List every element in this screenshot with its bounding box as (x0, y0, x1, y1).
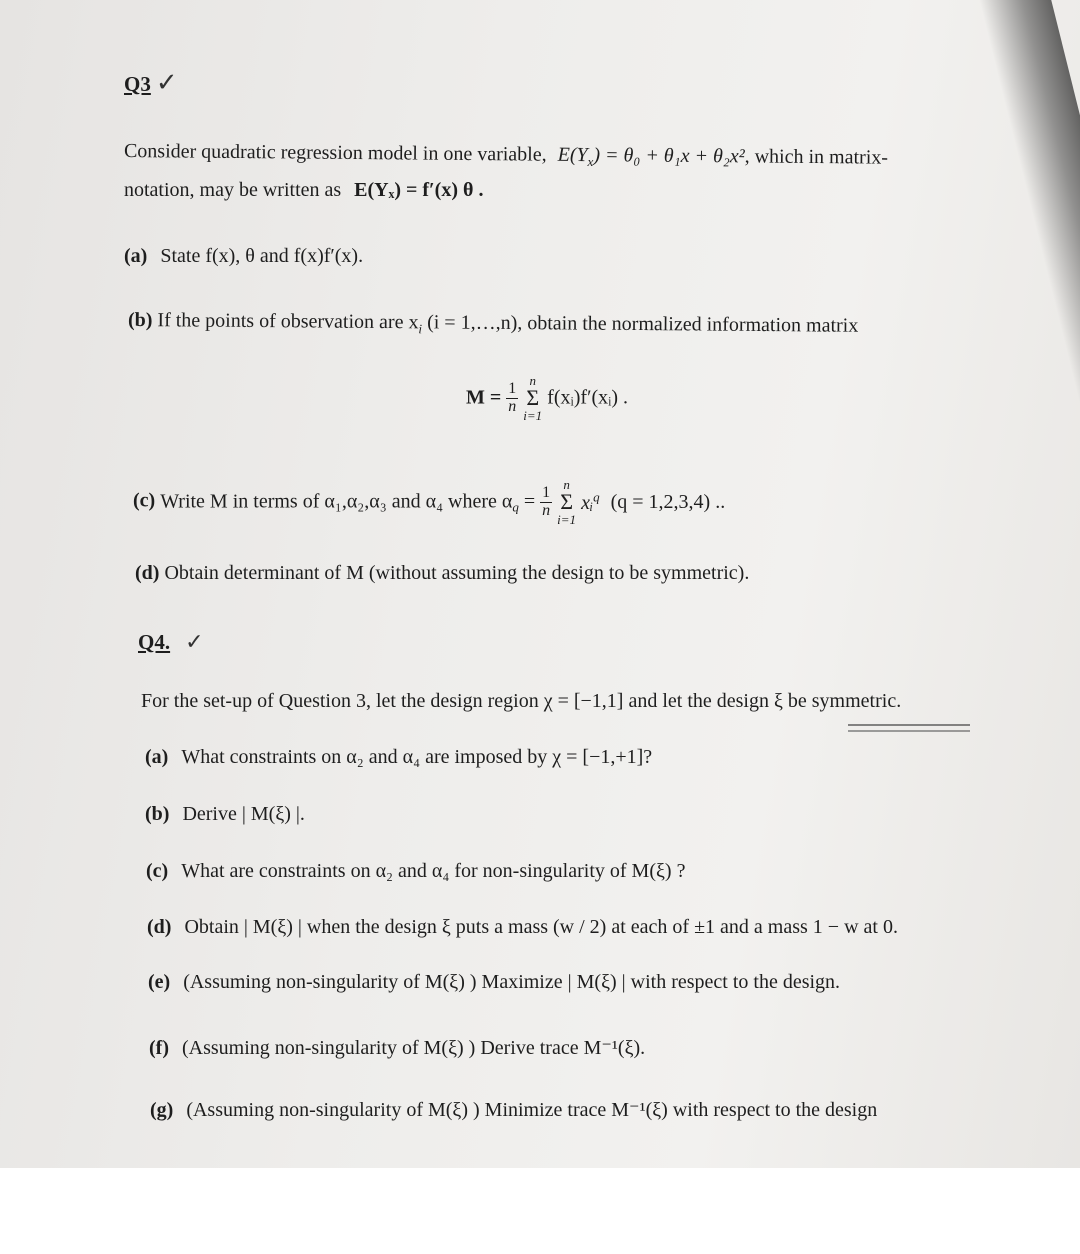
q4-intro: For the set-up of Question 3, let the design region χ = [−1,1] and let the design ξ be symmetric. (141, 690, 902, 712)
q3-part-d: (d) Obtain determinant of M (without assuming the design to be symmetric). (135, 562, 750, 584)
q4-part-e: (e) (Assuming non-singularity of M(ξ) ) Maximize | M(ξ) | with respect to the design. (148, 971, 841, 993)
q4-part-d: (d) Obtain | M(ξ) | when the design ξ puts a mass (w / 2) at each of ±1 and a mass 1 − w at 0. (147, 916, 898, 938)
q3-intro-line-1: Consider quadratic regression model in one variable, $E(Y_x) = \theta_0 + \theta_1x + \theta_2x^2$, which in matrix- (123, 140, 889, 170)
checkmark-icon: ✓ (155, 68, 178, 98)
q3-part-a: (a) State f(x), θ and f(x)f′(x). (124, 245, 364, 267)
q4-part-g: (g) (Assuming non-singularity of M(ξ) ) Minimize trace M⁻¹(ξ) with respect to the design (150, 1099, 878, 1121)
q4-part-f: (f) (Assuming non-singularity of M(ξ) ) Derive trace M⁻¹(ξ). (149, 1037, 646, 1059)
information-matrix-formula: M = $\frac{1}{n}$ n Σ i=1 f(xᵢ)f′(xᵢ) . (466, 373, 629, 423)
fraction-one-over-n: $\frac{1}{n}$ (508, 379, 517, 415)
q4-heading-row (138, 630, 204, 655)
q4-part-b: (b) Derive | M(ξ) |. (145, 803, 305, 825)
q3-heading-row (124, 68, 178, 98)
q3-part-c: (c) Write M in terms of α₁,α₂,α₃ and α₄ where $\alpha_q$ = $\frac{1}{n}$ n Σ i=1 xᵢ$^q$ (q = 1,2,3,4) .. (133, 477, 726, 527)
page-shadow-edge (978, 0, 1080, 501)
q4-heading: Q4. (138, 630, 171, 654)
fraction-one-over-n-c: $\frac{1}{n}$ (542, 483, 551, 519)
pen-underline-mark (848, 724, 970, 732)
matrix-form-equation: E(Yₓ) = f′(x) θ . (354, 179, 484, 201)
summation-symbol-c: n Σ i=1 (557, 477, 577, 527)
model-equation: $E(Y_x) = \theta_0 + \theta_1x + \theta_2x^2$ (557, 143, 745, 170)
q4-part-c: (c) What are constraints on α₂ and α₄ for non-singularity of M(ξ) ? (146, 860, 686, 882)
q3-heading: Q3 (124, 72, 151, 96)
q3-part-b: (b) If the points of observation are $x_i$ (i = 1,…,n), obtain the normalized information matrix (127, 309, 859, 337)
checkmark-icon: ✓ (185, 630, 204, 655)
q4-part-a: (a) What constraints on α₂ and α₄ are imposed by χ = [−1,+1]? (145, 746, 653, 768)
q3-intro-line-2: notation, may be written as E(Yₓ) = f′(x) θ . (124, 179, 484, 201)
summation-symbol: n Σ i=1 (523, 373, 543, 423)
